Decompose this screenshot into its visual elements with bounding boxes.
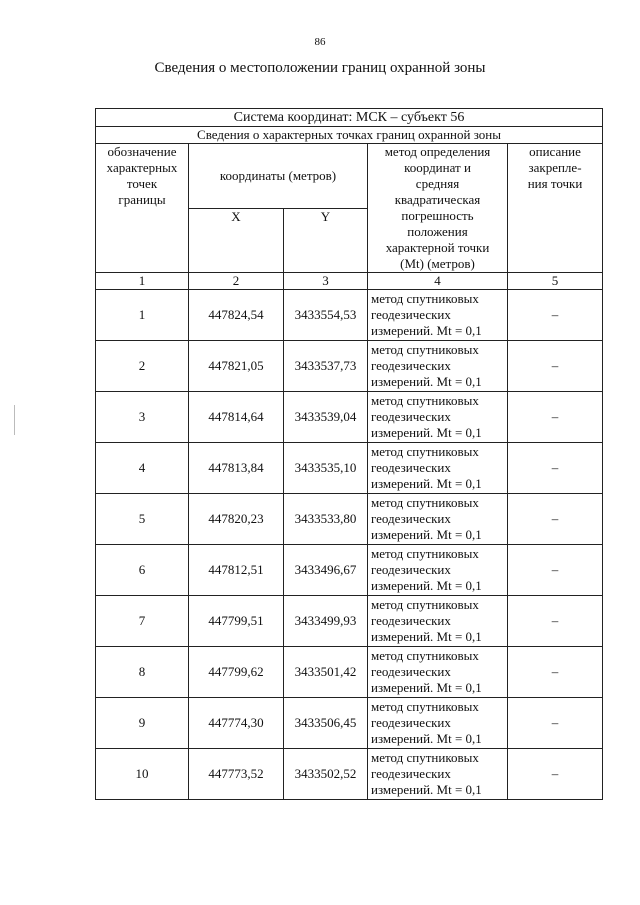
method-cell — [368, 494, 508, 545]
coord-system-cell: Система координат: МСК – субъект 56 — [96, 109, 603, 127]
header-method-line: квадратическая — [394, 192, 481, 207]
method-cell — [368, 341, 508, 392]
description-cell: – — [508, 596, 603, 647]
point-number-cell: 7 — [96, 596, 189, 647]
y-coordinate-cell: 3433506,45 — [284, 698, 368, 749]
header-method-line: координат и — [404, 160, 471, 175]
method-line: геодезических — [371, 460, 451, 475]
method-line: измерений. Mt = 0,1 — [371, 578, 482, 593]
y-coordinate-cell: 3433537,73 — [284, 341, 368, 392]
method-line: геодезических — [371, 613, 451, 628]
header-designation — [96, 144, 189, 273]
method-line: измерений. Mt = 0,1 — [371, 629, 482, 644]
table-row — [96, 647, 603, 698]
x-coordinate-cell: 447813,84 — [189, 443, 284, 494]
header-description-line: закрепле- — [528, 160, 582, 175]
method-line: геодезических — [371, 766, 451, 781]
x-coordinate-cell: 447812,51 — [189, 545, 284, 596]
table-row — [96, 545, 603, 596]
header-row-1 — [96, 144, 603, 209]
y-coordinate-cell: 3433499,93 — [284, 596, 368, 647]
header-description-line: описание — [529, 144, 581, 159]
method-cell — [368, 290, 508, 341]
point-number-cell: 2 — [96, 341, 189, 392]
method-cell — [368, 749, 508, 800]
header-y: Y — [284, 208, 368, 273]
method-line: метод спутниковых — [371, 342, 479, 357]
method-line: измерений. Mt = 0,1 — [371, 374, 482, 389]
description-cell: – — [508, 290, 603, 341]
y-coordinate-cell: 3433554,53 — [284, 290, 368, 341]
header-method-line: положения — [407, 224, 468, 239]
y-coordinate-cell: 3433502,52 — [284, 749, 368, 800]
y-coordinate-cell: 3433533,80 — [284, 494, 368, 545]
method-line: метод спутниковых — [371, 546, 479, 561]
method-line: измерений. Mt = 0,1 — [371, 323, 482, 338]
x-coordinate-cell: 447799,62 — [189, 647, 284, 698]
header-x: X — [189, 208, 284, 273]
column-number: 3 — [284, 273, 368, 290]
point-number-cell: 6 — [96, 545, 189, 596]
method-cell — [368, 392, 508, 443]
method-line: измерений. Mt = 0,1 — [371, 527, 482, 542]
point-number-cell: 1 — [96, 290, 189, 341]
point-number-cell: 4 — [96, 443, 189, 494]
subtitle-row — [96, 127, 603, 144]
method-line: геодезических — [371, 715, 451, 730]
table-row — [96, 698, 603, 749]
method-line: геодезических — [371, 562, 451, 577]
method-line: измерений. Mt = 0,1 — [371, 476, 482, 491]
description-cell: – — [508, 698, 603, 749]
table-body — [96, 109, 603, 800]
description-cell: – — [508, 494, 603, 545]
header-method-line: средняя — [415, 176, 460, 191]
x-coordinate-cell: 447799,51 — [189, 596, 284, 647]
method-line: метод спутниковых — [371, 291, 479, 306]
table-row — [96, 392, 603, 443]
method-line: измерений. Mt = 0,1 — [371, 731, 482, 746]
method-line: метод спутниковых — [371, 393, 479, 408]
y-coordinate-cell: 3433539,04 — [284, 392, 368, 443]
header-method-line: (Mt) (метров) — [400, 256, 475, 271]
x-coordinate-cell: 447821,05 — [189, 341, 284, 392]
method-line: измерений. Mt = 0,1 — [371, 425, 482, 440]
description-cell: – — [508, 647, 603, 698]
table-row — [96, 341, 603, 392]
column-number: 2 — [189, 273, 284, 290]
column-number: 1 — [96, 273, 189, 290]
y-coordinate-cell: 3433535,10 — [284, 443, 368, 494]
method-cell — [368, 596, 508, 647]
y-coordinate-cell: 3433496,67 — [284, 545, 368, 596]
method-cell — [368, 698, 508, 749]
point-number-cell: 3 — [96, 392, 189, 443]
method-line: метод спутниковых — [371, 495, 479, 510]
column-number: 4 — [368, 273, 508, 290]
header-coordinates: координаты (метров) — [189, 144, 368, 209]
header-designation-line: границы — [118, 192, 166, 207]
x-coordinate-cell: 447773,52 — [189, 749, 284, 800]
method-line: метод спутниковых — [371, 699, 479, 714]
scan-margin-mark — [14, 405, 15, 435]
table-row — [96, 494, 603, 545]
method-cell — [368, 545, 508, 596]
table-row — [96, 443, 603, 494]
table-row — [96, 290, 603, 341]
document-title: Сведения о местоположении границ охранной зоны — [154, 60, 486, 76]
header-method — [368, 144, 508, 273]
column-numbers-row — [96, 273, 603, 290]
method-line: измерений. Mt = 0,1 — [371, 680, 482, 695]
header-method-line: характерной точки — [385, 240, 490, 255]
header-designation-line: характерных — [106, 160, 178, 175]
description-cell: – — [508, 341, 603, 392]
column-number: 5 — [508, 273, 603, 290]
boundary-points-table — [95, 108, 603, 800]
table-row — [96, 596, 603, 647]
method-line: геодезических — [371, 409, 451, 424]
point-number-cell: 9 — [96, 698, 189, 749]
method-line: метод спутниковых — [371, 648, 479, 663]
method-line: метод спутниковых — [371, 597, 479, 612]
description-cell: – — [508, 443, 603, 494]
method-line: геодезических — [371, 511, 451, 526]
method-line: измерений. Mt = 0,1 — [371, 782, 482, 797]
coord-system-row — [96, 109, 603, 127]
header-method-line: погрешность — [401, 208, 474, 223]
method-line: геодезических — [371, 664, 451, 679]
description-cell: – — [508, 545, 603, 596]
method-cell — [368, 647, 508, 698]
method-cell — [368, 443, 508, 494]
description-cell: – — [508, 392, 603, 443]
header-description-line: ния точки — [527, 176, 583, 191]
header-method-line: метод определения — [384, 144, 491, 159]
point-number-cell: 10 — [96, 749, 189, 800]
table-row — [96, 749, 603, 800]
x-coordinate-cell: 447820,23 — [189, 494, 284, 545]
page-number: 86 — [314, 36, 326, 48]
header-designation-line: точек — [126, 176, 158, 191]
x-coordinate-cell: 447824,54 — [189, 290, 284, 341]
description-cell: – — [508, 749, 603, 800]
method-line: метод спутниковых — [371, 444, 479, 459]
method-line: геодезических — [371, 358, 451, 373]
point-number-cell: 5 — [96, 494, 189, 545]
subtitle-cell: Сведения о характерных точках границ охранной зоны — [96, 127, 603, 144]
header-designation-line: обозначение — [107, 144, 177, 159]
y-coordinate-cell: 3433501,42 — [284, 647, 368, 698]
x-coordinate-cell: 447774,30 — [189, 698, 284, 749]
method-line: геодезических — [371, 307, 451, 322]
point-number-cell: 8 — [96, 647, 189, 698]
method-line: метод спутниковых — [371, 750, 479, 765]
header-description — [508, 144, 603, 273]
x-coordinate-cell: 447814,64 — [189, 392, 284, 443]
